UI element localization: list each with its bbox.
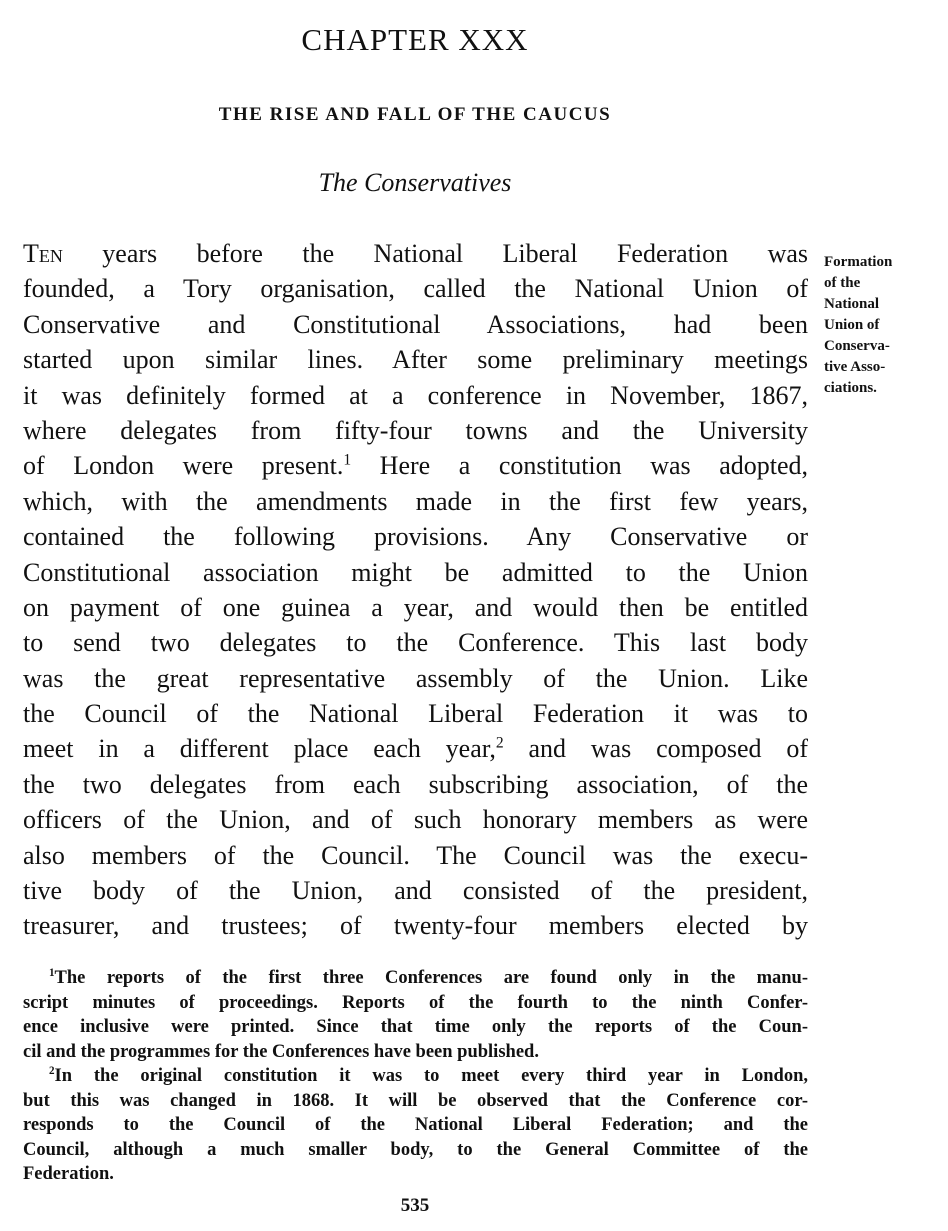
footnote-1-line: cil and the programmes for the Conferences have been published.: [23, 1041, 539, 1062]
lead-word: Ten: [23, 239, 63, 268]
margin-note-line: tive Asso-: [824, 359, 886, 375]
body-line: started upon similar lines. After some preliminary meetings: [23, 345, 808, 375]
body-text: [23, 236, 808, 944]
body-line: tive body of the Union, and consisted of the president,: [23, 876, 808, 906]
body-line: which, with the amendments made in the first few years,: [23, 486, 808, 516]
body-line-text: of London were present.: [23, 451, 344, 481]
footnote-1-line: script minutes of proceedings. Reports of the fourth to the ninth Confer-: [23, 992, 808, 1013]
body-line: was the great representative assembly of the Union. Like: [23, 663, 808, 693]
body-line: officers of the Union, and of such honorary members as were: [23, 805, 808, 835]
body-line: [23, 731, 808, 766]
body-line: [23, 236, 808, 271]
footnote-2-line: responds to the Council of the National Liberal Federation; and the: [23, 1115, 808, 1135]
body-line: it was definitely formed at a conference in November, 1867,: [23, 380, 808, 410]
body-line: the two delegates from each subscribing association, of the: [23, 769, 808, 799]
body-line: [23, 448, 808, 483]
body-line: Conservative and Constitutional Associations, had been: [23, 309, 808, 339]
footnote-reference-1[interactable]: 1: [343, 451, 352, 469]
body-line: Constitutional association might be admitted to the Union: [23, 557, 808, 587]
body-line: treasurer, and trustees; of twenty-four members elected by: [23, 911, 808, 941]
body-line: where delegates from fifty-four towns and the University: [23, 415, 808, 445]
margin-note-line: National: [824, 296, 880, 312]
margin-note-line: Conserva-: [824, 338, 890, 354]
page-number: 535: [400, 1195, 430, 1216]
footnote-2-line: [23, 1064, 808, 1089]
body-line: also members of the Council. The Council was the execu-: [23, 840, 808, 870]
body-line-text: Here a constitution was adopted,: [351, 451, 808, 481]
margin-note-line: Formation: [824, 254, 893, 270]
footnote-marker-2: 2: [49, 1064, 55, 1077]
footnote-2-line: Council, although a much smaller body, to the General Committee of the: [23, 1139, 808, 1160]
footnote-marker-1: 1: [49, 966, 55, 979]
body-line-text: and was composed of: [503, 734, 808, 764]
chapter-title: THE RISE AND FALL OF THE CAUCUS: [218, 104, 612, 125]
footnote-text: In the original constitution it was to meet every third year in London,: [54, 1066, 808, 1086]
footnote-reference-2[interactable]: 2: [495, 734, 504, 752]
chapter-heading: CHAPTER XXX: [301, 22, 529, 57]
footnote-1-line: ence inclusive were printed. Since that time only the reports of the Coun-: [23, 1017, 808, 1037]
footnote-text: The reports of the first three Conferences are found only in the manu-: [54, 968, 808, 988]
body-line: on payment of one guinea a year, and would then be entitled: [23, 592, 808, 622]
body-line: contained the following provisions. Any Conservative or: [23, 522, 808, 552]
section-title: The Conservatives: [318, 168, 512, 197]
footnote-1-line: [23, 966, 808, 991]
footnote-2-line: Federation.: [23, 1164, 114, 1184]
footnote-2-line: but this was changed in 1868. It will be observed that the Conference cor-: [23, 1090, 808, 1111]
margin-note: [824, 252, 942, 399]
body-line: the Council of the National Liberal Federation it was to: [23, 699, 808, 729]
margin-note-line: Union of: [824, 317, 880, 333]
margin-note-line: ciations.: [824, 380, 877, 396]
margin-note-line: of the: [824, 275, 861, 291]
body-line: founded, a Tory organisation, called the National Union of: [23, 274, 808, 304]
body-line: to send two delegates to the Conference. This last body: [23, 628, 808, 658]
body-line-text: meet in a different place each year,: [23, 734, 496, 764]
body-line-text: years before the National Liberal Federation was: [62, 239, 808, 268]
footnotes: [23, 966, 808, 1187]
